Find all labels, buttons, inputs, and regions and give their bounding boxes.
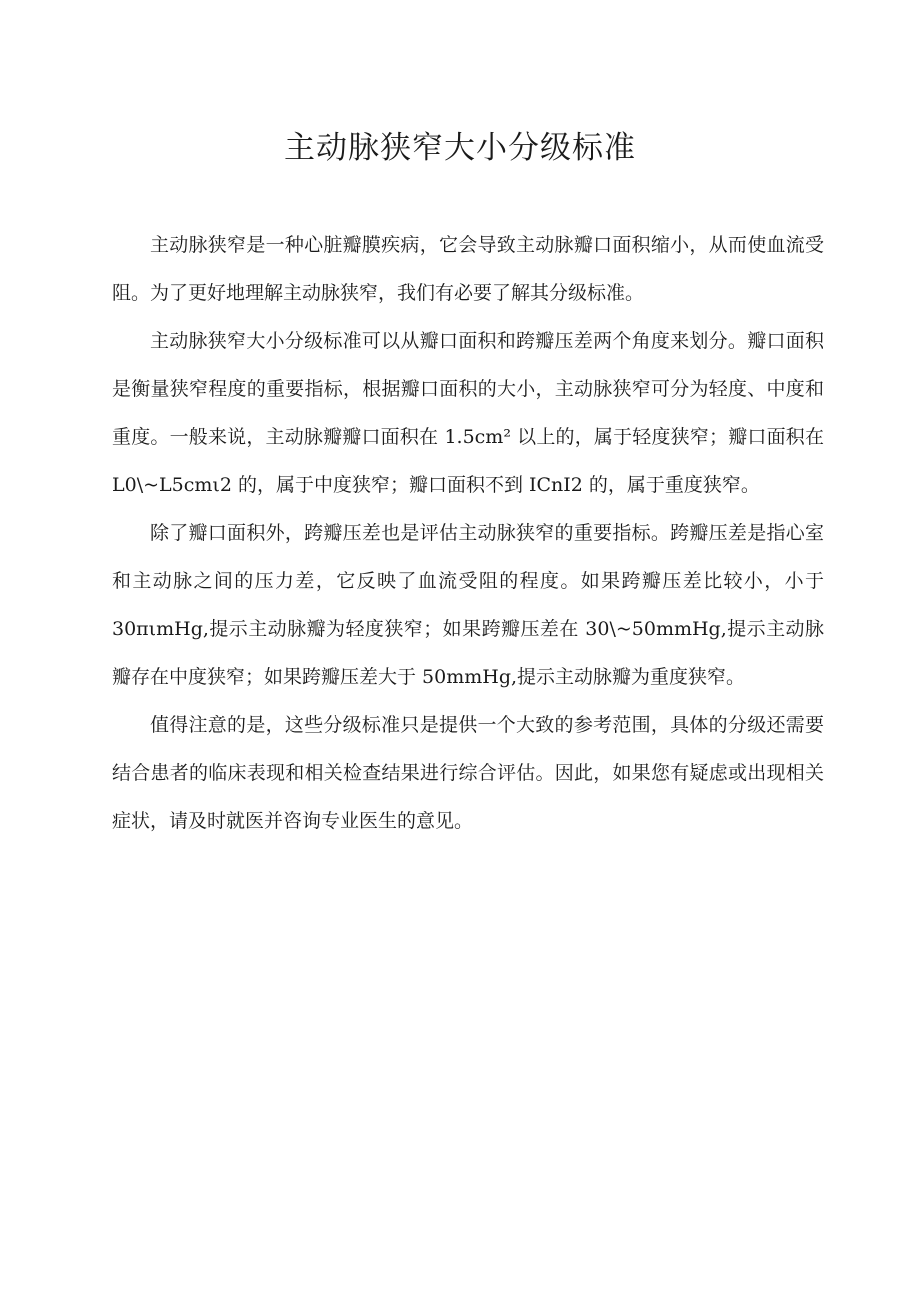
- document-title: 主动脉狭窄大小分级标准: [284, 130, 636, 166]
- paragraph-pressure-gradient: 除了瓣口面积外，跨瓣压差也是评估主动脉狭窄的重要指标。跨瓣压差是指心室和主动脉之间的压力差，它反映了血流受阻的程度。如果跨瓣压差比较小，小于 30πιmHg,提示主动脉瓣为轻度狭窄；如果跨瓣压差在 30\~50mmHg,提示主动脉瓣存在中度狭窄；如果跨瓣压差大于 50mmHg,提示主动脉瓣为重度狭窄。: [112, 522, 824, 688]
- document-body: [112, 221, 824, 845]
- paragraph-valve-area: 主动脉狭窄大小分级标准可以从瓣口面积和跨瓣压差两个角度来划分。瓣口面积是衡量狭窄程度的重要指标，根据瓣口面积的大小，主动脉狭窄可分为轻度、中度和重度。一般来说，主动脉瓣瓣口面积在 1.5cm² 以上的，属于轻度狭窄；瓣口面积在 L0\~L5cmι2 的，属于中度狭窄；瓣口面积不到 ICnI2 的，属于重度狭窄。: [112, 330, 824, 496]
- paragraph-note: 值得注意的是，这些分级标准只是提供一个大致的参考范围，具体的分级还需要结合患者的临床表现和相关检查结果进行综合评估。因此，如果您有疑虑或出现相关症状，请及时就医并咨询专业医生的意见。: [112, 714, 824, 832]
- paragraph-intro: 主动脉狭窄是一种心脏瓣膜疾病，它会导致主动脉瓣口面积缩小，从而使血流受阻。为了更好地理解主动脉狭窄，我们有必要了解其分级标准。: [112, 234, 824, 304]
